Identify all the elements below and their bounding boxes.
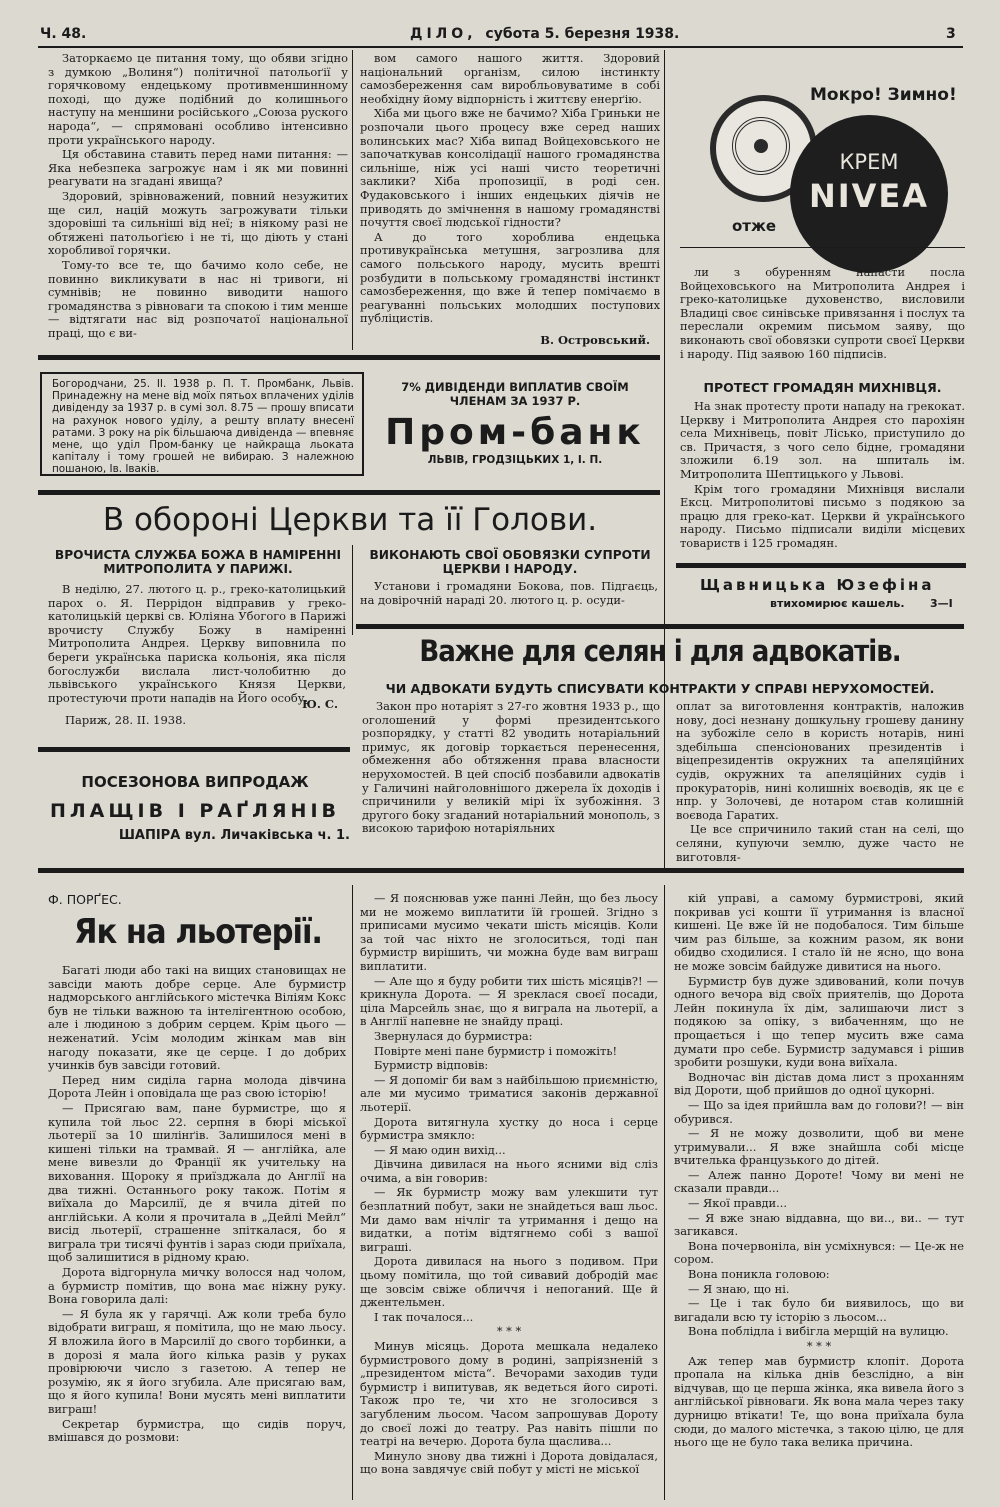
story-col-2 [360,892,658,1500]
mykhnivets-title: ПРОТЕСТ ГРОМАДЯН МИХНІВЦЯ. [703,380,942,395]
story-paragraph: Дорота витягнула хустку до носа і серце бурмистра змякло: [360,1114,658,1143]
story-paragraph: — Я допоміг би вам з найбільшою приємністю, але ми мусимо триматися законів державної льотерії. [360,1072,658,1114]
story-paragraph: Бурмистр був дуже здивований, коли почув одного вечора від своїх приятелів, що Дорота Лейн покинула їх дім, залишаючи лист з подякою за опіку, з вибаченням, що не прощається і що тепер мусить вже сама думати про себе. Бурмистр задумався і рішив зробити розшуки, куди вона виїхала. [674,973,964,1070]
defence-headline: В обороні Церкви та її Голови. [102,502,598,538]
nivea-krem: КРЕМ [839,150,899,174]
ostrovsky-paragraph: Ця обставина ставить перед нами питання: — Яка небезпека загрожує нам і як ми повинні реагувати на згадані явища? [48,147,348,189]
story-paragraph: — Я не можу дозволити, щоб ви мене утримували... Я вже знайшла собі місце вчителька французького до дітей. [674,1126,964,1168]
story-paragraph: Вона поблідла і вибігла мерщій на вулицю. [688,1324,949,1339]
ostrovsky-paragraph: Здоровий, зрівноважений, повний незужитих ще сил, націй можуть загрожувати тільки здоровіші та сильніші від неї; в ніякому разі не обтяжені патольоґією і не ті, що діють у стані хоробливої горячки. [48,188,348,258]
mykhnivets-text [680,400,965,560]
sale-line-1: ПОСЕЗОНОВА ВИПРОДАЖ [81,773,309,791]
story-col-3 [674,892,964,1500]
ostrovsky-col-1 [48,52,348,348]
nivea-tin [790,115,948,273]
paper-title: ДІЛО, субота 5. березня 1938. [410,26,680,42]
story-paragraph: Вона почервоніла, він усміхнувся: — Це-ж не сором. [674,1238,964,1267]
prombank-address: ЛЬВІВ, ГРОДЗІЦЬКИХ 1, І. П. [427,454,603,466]
story-paragraph: Минуло знову два тижні і Дорота довідалася, що вона завдячує свій побут у місті не міської [360,1448,658,1477]
story-paragraph: — Як бурмистр можу вам улекшити тут безплатний побут, заки не знайдеться ваш льос. Ми дамо вам нічліг та утримання і дещо на видатки, а потім відтягнемо собі з вашої виграші. [360,1185,658,1254]
story-paragraph: * * * [496,1324,522,1339]
header-rule [38,46,963,48]
ostrovsky-col-2 [360,52,660,334]
ostrovsky-signature: В. Островський. [540,333,650,347]
story-paragraph: — Алеж панно Дороте! Чому ви мені не сказали правди... [674,1167,964,1196]
paris-text [48,583,346,709]
nivea-otzhe: отже [732,217,777,235]
story-title: Як на льотерії. [73,912,323,952]
important-paragraph: оплат за виготовлення контрактів, наложив нову, досі незнану дошкульну грошеву данину на зубожіле село в користь нотарів, нині здебільша спенсіонованих президентів і віцепрезидентів окружних та апеляційних судів, окружних та апеляційних судів і прокураторів, нині колишніх воєводів, як це є нпр. у Золочеві, де нотаром став колишній воєвода Гаратих. [676,700,964,822]
col-divider [352,545,353,635]
story-paragraph: Секретар бурмистра, що сидів поруч, вмішався до розмови: [48,1416,346,1445]
important-paragraph: Закон про нотаріят з 27-го жовтня 1933 р., що оголошений у формі президентського розпорядку, у статті 82 уводить нотаріальний примус, як договір торкається перенесення, обмеження або обтяження права власности нерухомостей. В цей спосіб позбавили адвокатів у Галичині найголовнішого джерела їх доходів і спричинили у великій мірі їх зубожіння. З другого боку згаданий нотаріальний монополь, з високою тарифою нотаріяльних [362,700,660,836]
story-paragraph: Звернулася до бурмистра: [374,1028,533,1043]
story-paragraph: — Я була як у гарячці. Аж коли треба було відобрати виграш, я помітила, що не маю льосу. Я вложила його в Марсилії до свого торбинки, а в дорозі я мала його кілька разів у руках провірюючи число з газетою. А тепер не розумію, як я його згубила. Але присягаю вам, що я його купила! Вони мусять мені виплатити виграш! [48,1306,346,1416]
story-paragraph: — Це і так було би виявилось, що ви вигадали всю ту історію з льосом... [674,1296,964,1324]
bokiv-paragraph: Установи і громадяни Бокова, пов. Підгаєць, на довірочній нараді 20. лютого ц. р. осуди- [360,580,658,607]
ostrovsky-paragraph: Заторкаємо це питання тому, що обяви згідно з думкою „Волиня“) політичної патольоґії у горячковому ендецькому противменшинному поході, що дуже подібний до колишнього наступу на меншини російського „Союза руского народа“, — спрямовані особливо інтенсивно проти українського народу. [48,52,348,147]
rule-sale-top [38,747,350,752]
masthead [40,26,960,44]
story-paragraph: Аж тепер мав бурмистр клопіт. Дорота пропала на кілька днів безслідно, а він відчував, що це перша жінка, яка вивела його з англійської рівноваги. Як вона мала через таку дурницю втікати! Те, що вона приїхала була сюди, до малого містечка, з такою цілю, це для нього ще не було така велика причина. [674,1353,964,1450]
page-number: 3 [946,26,956,42]
story-paragraph: Дорота відгорнула мичку волосся над чолом, а бурмистр помітив, що вона має ніжну руку. Вона говорила далі: [48,1265,346,1307]
mykhnivets-paragraph: Крім того громадяни Михнівця вислали Ексц. Митрополитові письмо з подякою за працю для греко-кат. Церкви й українського народу. Письмо підписали виділи місцевих товариств і 125 громадян. [680,481,965,550]
prombank-letter-box [40,372,364,476]
paper-name: ДІЛО [410,26,468,42]
story-paragraph: Багаті люди або такі на вищих становищах не завсіди мають добре серце. Але бурмистр надморського англійського містечка Віліям Кокс був не тільки важною та інтелігентною особою, але і людиною з добрим серцем. Крім цього — неженатий. Усім молодим жінкам мав він нагоду показати, яке це серце. І до добрих учинків був завсіди готовий. [48,964,346,1073]
ostrovsky-paragraph: вом самого нашого життя. Здоровий національний організм, силою інстинкту самозбереження сам виробльовуватиме в собі необхідну йому відпорність і життєву енерґію. [360,52,660,106]
prombank-name: Пром-банк [385,412,645,453]
prombank-ad [370,372,660,472]
mykhnivets-paragraph: На знак протесту проти нападу на грекокат. Церкву і Митрополита Андрея сто парохіян села Михнівець, повіт Лісько, приступило до св. Причастя, з чого село бідне, громадяни зложили 6.19 зол. на шпиталь ім. Митрополита Шептицького у Львові. [680,400,965,481]
story-paragraph: Минув місяць. Дорота мешкала недалеко бурмистрового дому в родині, запріязненій з „президентом міста“. Вечорами заходив туди бурмистр і випитував, як ведеться його сироті. Також про те, чи хто не зголосився з загубленим льосом. Часом запрошував Дороту до своєї ложі до театру. Раз навіть пішли по театрі на вечерю. Дорота була щаслива... [360,1339,658,1449]
ostrovsky-paragraph: Тому-то все те, що бачимо коло себе, не повинно викликувати в нас ні тривоги, ні сумнівів; не повинно виводити нашого громадянства з рівноваги та спокою і тим менше — відтягати нас від розпочатої національної праці, що є ви- [48,257,348,340]
rule-left-1 [38,355,660,360]
rule-story-top [38,868,964,873]
nivea-ad [680,55,960,250]
target-center-icon [754,139,768,153]
story-paragraph: Перед ним сиділа гарна молода дівчина Дорота Лейн і оповідала ще раз свою історію! [48,1072,346,1101]
story-paragraph: — Якої правди... [688,1196,788,1211]
story-paragraph: Повірте мені пане бурмистр і поможіть! [374,1043,618,1058]
rule-right-1 [676,563,966,568]
story-paragraph: * * * [806,1339,832,1353]
shchavnytska-code: 3—I [930,597,953,610]
paris-sign: Ю. С. [302,697,338,711]
metropolitan-col [680,266,965,368]
col-divider [664,885,665,1500]
paris-title: ВРОЧИСТА СЛУЖБА БОЖА В НАМІРЕННІ МИТРОПОЛИТА У ПАРИЖІ. [54,548,342,576]
story-paragraph: — Я знаю, що ні. [688,1281,790,1296]
prombank-line-1: 7% ДИВІДЕНДИ ВИПЛАТИВ СВОЇМ [401,380,629,394]
col-divider [352,885,353,1500]
ostrovsky-paragraph: А до того хоробливa ендецька противукраїнська метушня, загрозлива для самого польського народу, мусить врешті розбудити в польському громадянстві інстинкт самозбереження, що вже й тепер помічаємо в реагуванні польських молодших поступових публіцистів. [360,229,660,326]
shchavnytska-sub: втихомирює кашель. [770,597,905,610]
important-headline: Важне для селян і для адвокатів. [419,634,901,668]
story-paragraph: Дорота дивилася на нього з подивом. При цьому помітила, що той сивавий добродій має ще зовсім свіже обличчя і непоганий. Ще й джентельмен. [360,1254,658,1310]
issue-number: Ч. 48. [40,26,87,42]
story-paragraph: Дівчина дивилася на нього ясними від сліз очима, а він говорив: [360,1157,658,1185]
col-divider [664,700,665,868]
story-paragraph: — Присягаю вам, пане бурмистре, що я купила той льос 22. серпня в бюрі міської льотерії за 10 шилінґів. Залишилося мені в кишені тільки на трамвай. Я — англійка, але мене вивезли до Франції як учительку на виховання. Щороку я приїзджала до Англії на два тижні. Останнього року також. Потім я виїхала до Марсилії, де я вчила дітей по англійськи. А коли я прочитала в „Дейлі Мейл“ висід льотерії, страшенне зпіткалася, бо я виграла три тисячі фунтів і зараз сюди приїхала, щоб залишитися в рідному краю. [48,1100,346,1265]
nivea-tagline: Мокро! Зимно! [810,85,957,105]
important-subhead: ЧИ АДВОКАТИ БУДУТЬ СПИСУВАТИ КОНТРАКТИ У СПРАВІ НЕРУХОМОСТЕЙ. [385,681,935,696]
story-paragraph: Вона поникла головою: [688,1267,830,1282]
bokiv-text [360,580,658,620]
story-author: Ф. ПОРҐЕС. [48,892,122,907]
story-col-1 [48,964,346,1499]
prombank-letter: Богородчани, 25. II. 1938 р. П. Т. Промбанк, Львів. Принадежну на мене від моїх пятьох вплачених уділів дивіденду за 1937 р. в сумі зол. 8.75 — прошу вписати на рахунок нового уділу, а решту вплату внесенї ратами. З року на рік більшаюча дивіденда — впевняє мене, що уділ Пром-банку це найкраща льоката капіталу і тому грошей не вибираю. З належною пошаною, Ів. Іваків. [52,378,354,476]
story-paragraph: — Я вже знаю віддавна, що ви.., ви.. — тут загикався. [674,1210,964,1239]
rule-important-top [356,624,964,629]
issue-date: субота 5. березня 1938. [485,26,680,42]
paris-paragraph: В неділю, 27. лютого ц. р., греко-католицький парох о. Я. Перрідон відправив у греко-католицькій церкві св. Юліяна Убогого в Парижі врочисту Службу Божу в наміренні Митрополита Андрея. Церкву виповнила по береги українська парискa кольонія, яка після богослужби вислала лист-чолобитню до львівського українського Князя Церкви, протестуючи проти нападів на Його особу. [48,583,346,705]
story-paragraph: — Що за ідея прийшла вам до голови?! — він обурився. [674,1097,964,1126]
sale-line-3: ШАПІРА вул. Личаківська ч. 1. [118,828,350,843]
story-paragraph: — Я маю один вихід... [374,1142,506,1157]
paris-place: Париж, 28. II. 1938. [65,713,187,727]
story-paragraph: кій управі, а самому бурмистрові, який покривав усі кошти її утримання із власної кишені. Це вже їй не подобалося. Тим більше чим раз більше, за кожним разом, як вони обидво сходилися. І стало їй не ясно, що вона не може зовсім байдуже дивитися на нього. [674,892,964,973]
important-col-2 [676,700,964,865]
rule-left-2 [38,490,660,495]
story-paragraph: Водночас він дістав дома лист з проханням від Дороти, щоб прийшов до одної цукорні. [674,1069,964,1098]
story-paragraph: І так почалося... [374,1309,474,1324]
story-paragraph: — Я пояснював уже панні Лейн, що без льосу ми не можемо виплатити їй грошей. Згідно з приписами мусимо чекати шість місяців. Коли за той час ніхто не зголоситься, тоді пан бурмистр вирішить, чи можна буде вам виграш виплатити. [360,892,658,973]
important-paragraph: Це все спричинило такий стан на селі, що селяни, купуючи землю, дуже часто не виготовля- [676,822,964,864]
bokiv-title: ВИКОНАЮТЬ СВОЇ ОБОВЯЗКИ СУПРОТИ ЦЕРКВИ І НАРОДУ. [369,548,651,576]
shchavnytska-name: Щавницька Юзефіна [700,576,935,594]
ostrovsky-paragraph: Хіба ми цього вже не бачимо? Хіба Гриньки не розпочали цього процесу вже серед наших волинських мас? Хіба випад Войцеховського не започаткував консолідації нашого громадянства сильніше, ніж усі наші чисто теоретичні заклики? Хіба пропозиції, в роді сен. Фудаковського і інших ендецьких діячів не приводять до змічнення в нашому громадянстві почуття своєї людської гідности? [360,106,660,230]
col-divider [352,50,353,350]
nivea-brand: NIVEA [808,177,930,215]
metropolitan-paragraph: ли з обуренням напасти посла Войцеховського на Митрополита Андрея і греко-католицьке духовенство, висловили Владиці своє синівське привязання і послух та переслали окремим письмом заяву, що виконають свої обовязки супроти своєї Церкви і народу. Під заявою 160 підписів. [680,266,965,361]
prombank-line-2: ЧЛЕНАМ ЗА 1937 Р. [449,394,581,408]
story-paragraph: — Але що я буду робити тих шість місяців?! — крикнула Дорота. — Я зреклася своєї посади, ціла Марсейль знає, що я виграла на льотерії, а в Англії напевне не знайду праці. [360,973,658,1029]
story-paragraph: Бурмистр відповів: [374,1058,489,1073]
important-col-1 [362,700,660,865]
sale-line-2: ПЛАЩІВ І РАҐЛЯНІВ [49,800,341,822]
nivea-bottom-rule [680,247,965,248]
